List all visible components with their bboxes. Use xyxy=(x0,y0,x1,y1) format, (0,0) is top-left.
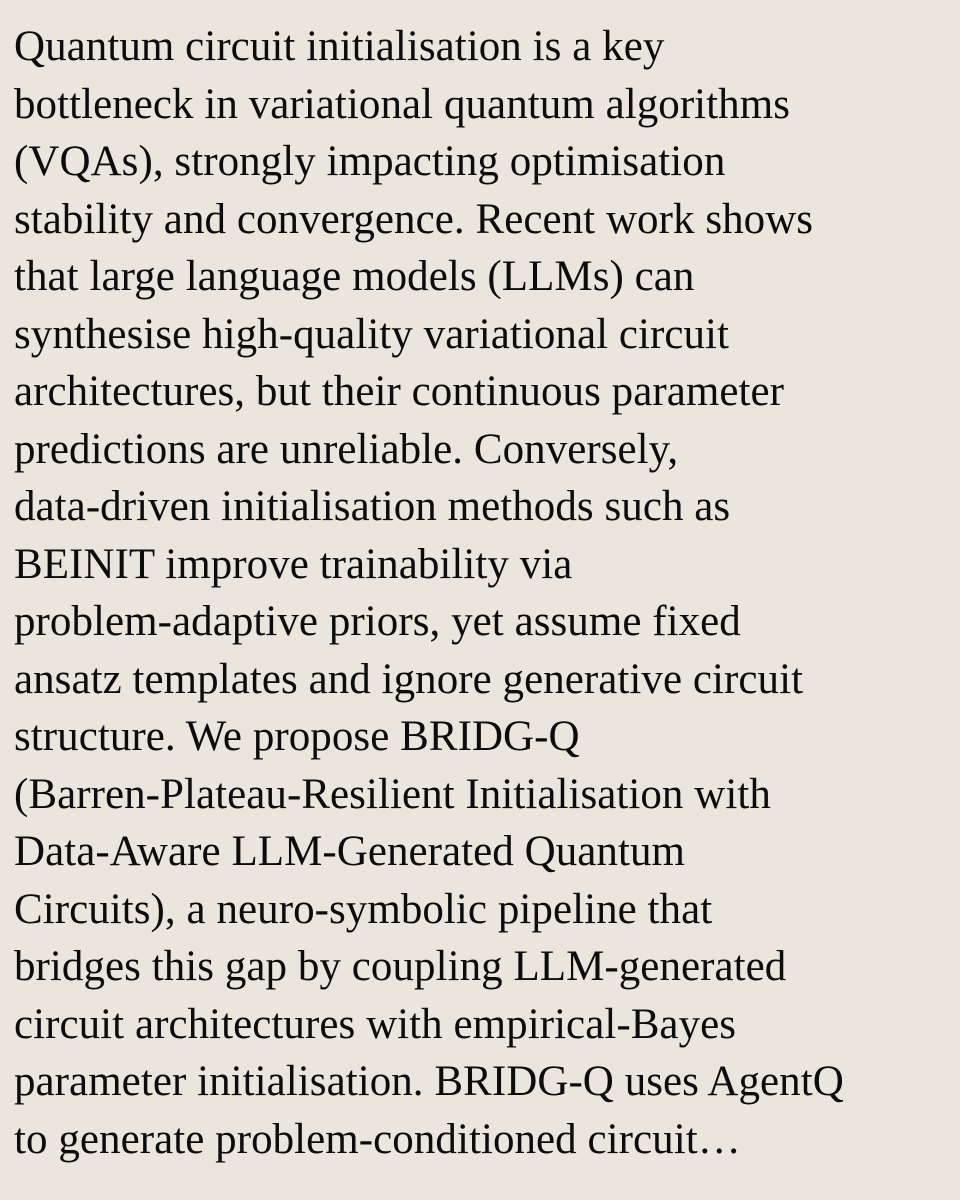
text-line: bottleneck in variational quantum algorithms xyxy=(14,80,791,128)
text-line: synthesise high-quality variational circuit xyxy=(14,310,730,358)
text-line: parameter initialisation. BRIDG-Q uses AgentQ xyxy=(14,1058,844,1105)
text-line: circuit architectures with empirical-Bayes xyxy=(14,1000,737,1048)
text-line: (Barren-Plateau-Resilient Initialisation with xyxy=(14,770,771,818)
text-line: bridges this gap by coupling LLM-generated xyxy=(14,943,787,990)
text-line: Circuits), a neuro-symbolic pipeline that xyxy=(14,885,713,933)
text-line: data-driven initialisation methods such as xyxy=(14,483,731,530)
text-line: Data-Aware LLM-Generated Quantum xyxy=(14,828,686,875)
text-line: problem-adaptive priors, yet assume fixed xyxy=(14,598,741,645)
text-line: predictions are unreliable. Conversely, xyxy=(14,425,679,473)
text-line: Quantum circuit initialisation is a key xyxy=(14,23,665,70)
text-line: structure. We propose BRIDG-Q xyxy=(14,713,580,760)
text-line: architectures, but their continuous parameter xyxy=(14,368,784,415)
text-line: to generate problem-conditioned circuit… xyxy=(14,1115,741,1163)
text-line: (VQAs), strongly impacting optimisation xyxy=(14,138,726,185)
text-line: BEINIT improve trainability via xyxy=(14,540,573,588)
text-line: ansatz templates and ignore generative circuit xyxy=(14,655,804,703)
text-line: that large language models (LLMs) can xyxy=(14,253,695,300)
text-line: stability and convergence. Recent work shows xyxy=(14,195,814,243)
